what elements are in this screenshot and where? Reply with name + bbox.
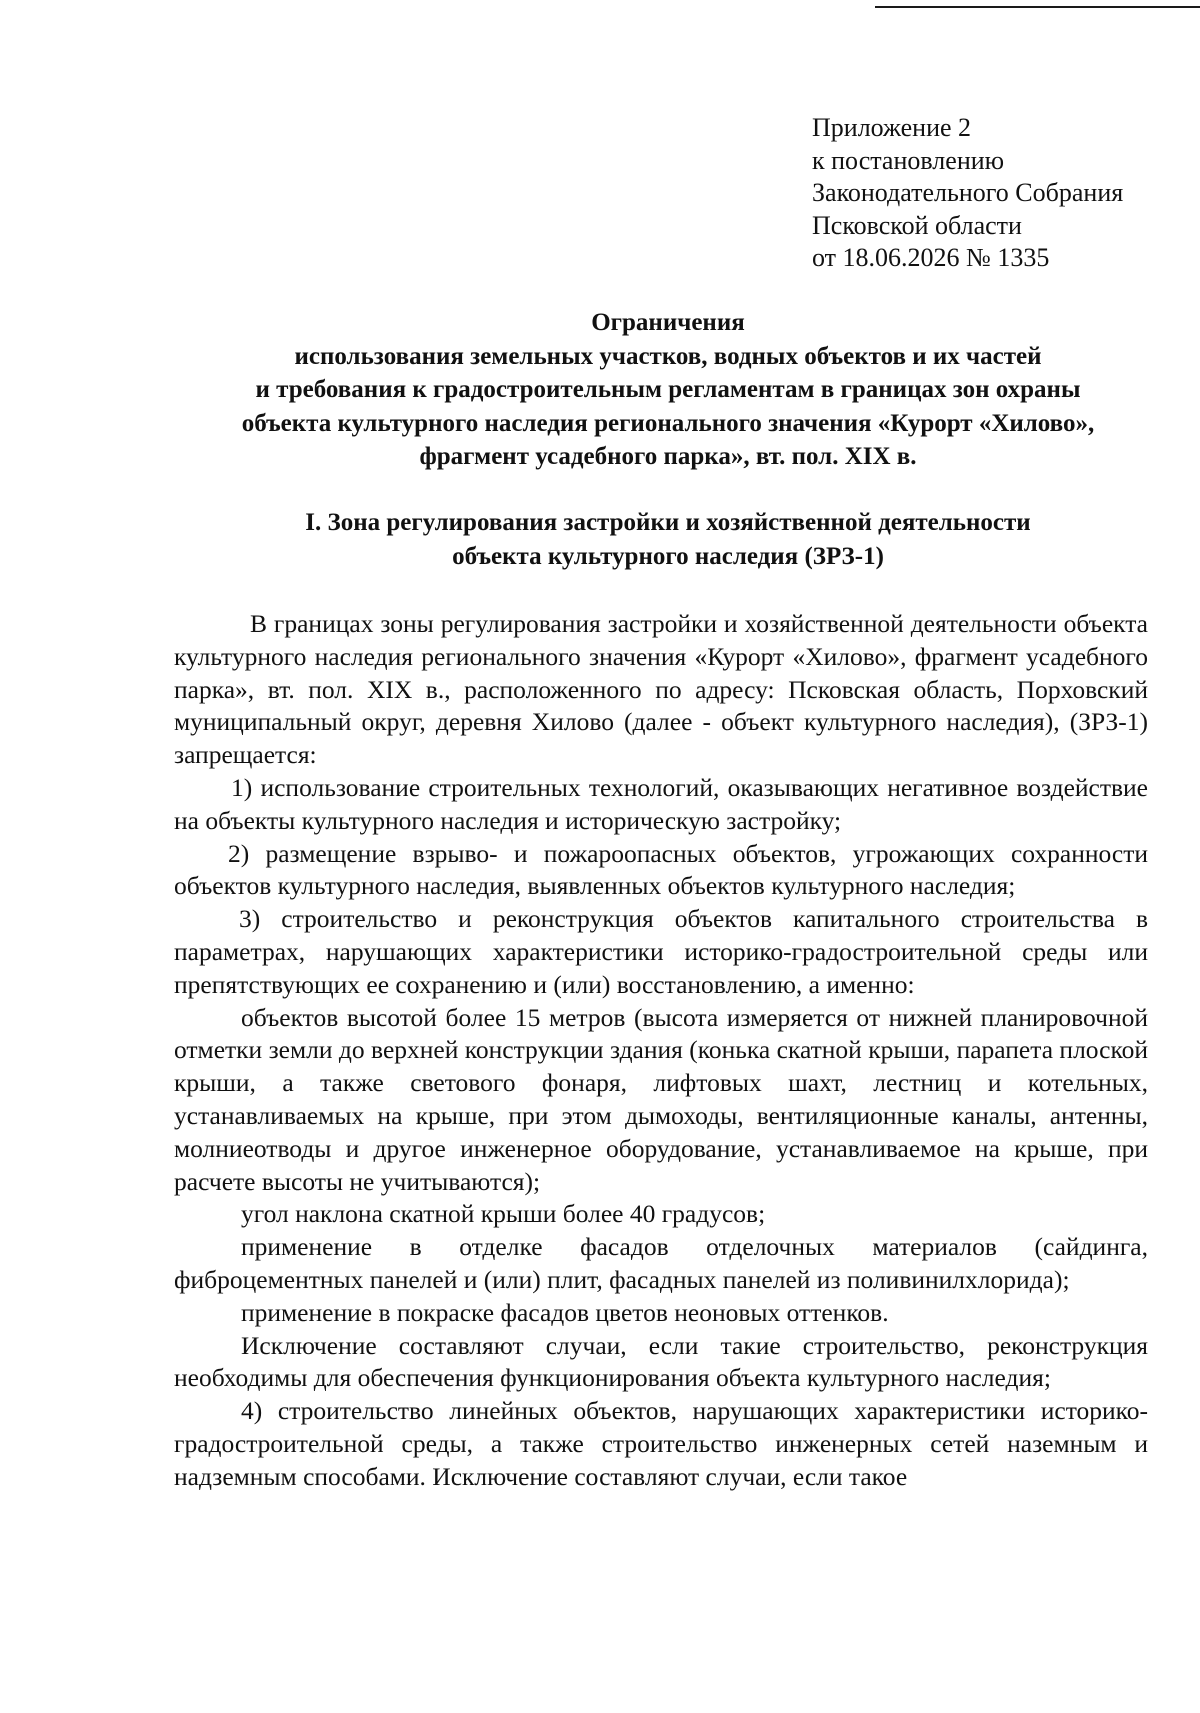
title-line: использования земельных участков, водных объектов и их частей [294, 342, 1042, 370]
appendix-region: Псковской области [812, 210, 1022, 240]
title-line: Ограничения [591, 309, 745, 336]
document-title [168, 306, 1168, 474]
list-item-3: 3) строительство и реконструкция объектов капитального строительства в параметрах, нарушающих характеристики историко-градостроительной среды или препятствующих ее сохранению и (или) восстановлению, а именно: [174, 904, 1148, 999]
list-item-1: 1) использование строительных технологий, оказывающих негативное воздействие на объекты культурного наследия и историческую застройку; [174, 772, 1148, 835]
section-heading-line: объекта культурного наследия (ЗРЗ-1) [452, 542, 884, 570]
intro-paragraph: В границах зоны регулирования застройки и хозяйственной деятельности объекта культурного наследия регионального значения «Курорт «Хилово», фрагмент усадебного парка», вт. пол. XIX в., расположенного по адресу: Псковская область, Порховский муниципальный округ, деревня Хилово (далее - объект культурного наследия), (ЗРЗ-1) запрещается: [174, 609, 1148, 770]
sub-item-roof-angle: угол наклона скатной крыши более 40 градусов; [241, 1199, 766, 1229]
exception-paragraph: Исключение составляют случаи, если такие строительство, реконструкция необходимы для обеспечения функционирования объекта культурного наследия; [174, 1330, 1148, 1393]
document-body [174, 608, 1148, 1494]
appendix-reference [812, 112, 1123, 275]
list-item-4: 4) строительство линейных объектов, нарушающих характеристики историко-градостроительной среды, а также строительство инженерных сетей наземным и надземным способами. Исключение составляют случаи, если такое [174, 1396, 1148, 1491]
title-line: фрагмент усадебного парка», вт. пол. XIX в. [419, 443, 917, 470]
appendix-resolution-ref: к постановлению [812, 145, 1005, 175]
title-line: и требования к градостроительным регламентам в границах зон охраны [255, 376, 1081, 403]
appendix-assembly: Законодательного Собрания [812, 178, 1124, 207]
sub-item-facade-materials: применение в отделке фасадов отделочных материалов (сайдинга, фиброцементных панелей и (или) плит, фасадных панелей из поливинилхлорида); [174, 1232, 1148, 1294]
section-heading [168, 506, 1168, 573]
section-heading-line: I. Зона регулирования застройки и хозяйственной деятельности [305, 509, 1031, 536]
sub-item-height: объектов высотой более 15 метров (высота измеряется от нижней планировочной отметки земли до верхней конструкции здания (конька скатной крыши, парапета плоской крыши, а также светового фонаря, лифтовых шахт, лестниц и котельных, устанавливаемых на крыше, при этом дымоходы, вентиляционные каналы, антенны, молниеотводы и другое инженерное оборудование, устанавливаемое на крыше, при расчете высоты не учитываются); [174, 1002, 1148, 1196]
title-line: объекта культурного наследия регионального значения «Курорт «Хилово», [241, 409, 1095, 437]
sub-item-facade-colors: применение в покраске фасадов цветов неоновых оттенков. [241, 1297, 889, 1327]
appendix-number: Приложение 2 [812, 113, 972, 142]
appendix-date-number: от 18.06.2026 № 1335 [812, 243, 1050, 272]
scan-edge-line [875, 6, 1200, 8]
list-item-2: 2) размещение взрыво- и пожароопасных объектов, угрожающих сохранности объектов культурного наследия, выявленных объектов культурного наследия; [174, 838, 1148, 901]
